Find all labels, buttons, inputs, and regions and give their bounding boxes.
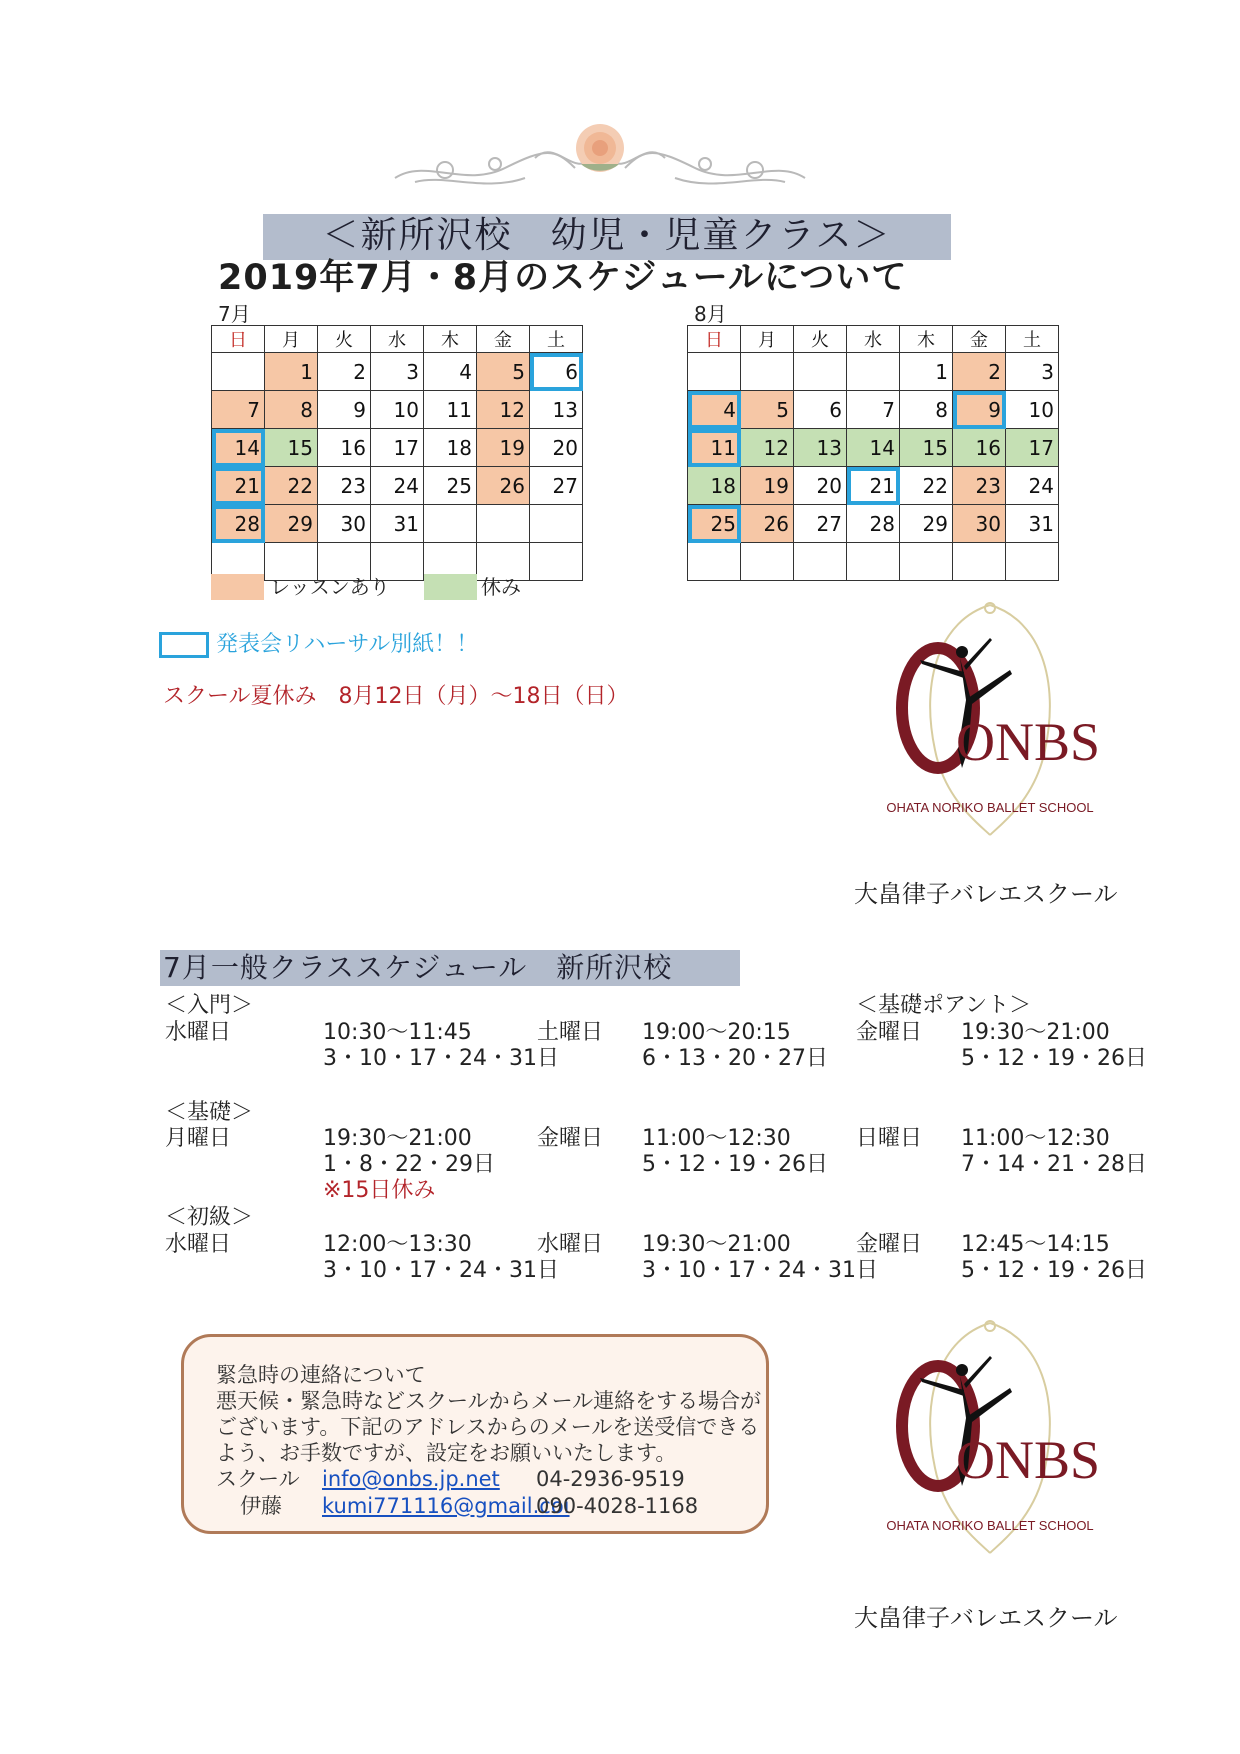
kiso-fri-time: 11:00～12:30 (642, 1126, 791, 1151)
calendar-day (794, 543, 847, 581)
weekday-header: 土 (530, 326, 583, 353)
calendar-week (688, 391, 1059, 429)
calendar-day (794, 353, 847, 391)
logo-caption-2: 大畠律子バレエスクール (854, 1604, 1118, 1632)
calendar-day: 11 (424, 391, 477, 429)
august-label: 8月 (694, 302, 727, 326)
kiso-fri-day: 金曜日 (537, 1126, 604, 1151)
calendar-day: 9 (318, 391, 371, 429)
rehearsal-note: 発表会リハーサル別紙！！ (216, 632, 479, 657)
calendar-day: 31 (371, 505, 424, 543)
lesson-legend: レッスンあり (270, 575, 390, 599)
nyumon-sat-day: 土曜日 (537, 1020, 604, 1045)
calendar-day: 16 (953, 429, 1006, 467)
calendar-day: 18 (688, 467, 741, 505)
nyumon-heading: ＜入門＞ (165, 993, 254, 1018)
contact-line-2: 悪天候・緊急時などスクールからメール連絡をする場合が (216, 1389, 762, 1413)
calendar-day: 7 (212, 391, 265, 429)
august-calendar (687, 325, 1059, 581)
weekday-header: 土 (1006, 326, 1059, 353)
school-tel: 04-2936-9519 (536, 1467, 685, 1491)
calendar-day: 18 (424, 429, 477, 467)
contact-line-4: よう、お手数ですが、設定をお願いいたします。 (216, 1441, 677, 1465)
calendar-day (741, 543, 794, 581)
weekday-header: 木 (900, 326, 953, 353)
kiso-sun-time: 11:00～12:30 (961, 1126, 1110, 1151)
weekday-header: 火 (794, 326, 847, 353)
calendar-day: 19 (477, 429, 530, 467)
calendar-week (212, 505, 583, 543)
calendar-day: 9 (953, 391, 1006, 429)
calendar-day: 31 (1006, 505, 1059, 543)
logo-school-name-2: OHATA NORIKO BALLET SCHOOL (886, 1518, 1094, 1533)
calendar-day: 24 (371, 467, 424, 505)
shokyu-fri-dates: 5・12・19・26日 (961, 1258, 1147, 1283)
calendar-week (688, 505, 1059, 543)
calendar-day: 12 (477, 391, 530, 429)
calendar-day: 8 (900, 391, 953, 429)
calendar-day (741, 353, 794, 391)
ito-label: 伊藤 (240, 1494, 282, 1518)
calendar-week (212, 353, 583, 391)
weekday-header: 月 (265, 326, 318, 353)
calendar-day (847, 353, 900, 391)
rest-swatch (424, 574, 477, 600)
logo-caption-1: 大畠律子バレエスクール (854, 880, 1118, 908)
calendar-day: 5 (477, 353, 530, 391)
calendar-day: 3 (371, 353, 424, 391)
calendar-day: 21 (212, 467, 265, 505)
calendar-day (212, 353, 265, 391)
weekday-header: 日 (212, 326, 265, 353)
calendar-day: 17 (371, 429, 424, 467)
weekday-header: 金 (953, 326, 1006, 353)
general-title: 7月一般クラススケジュール 新所沢校 (163, 951, 673, 984)
kiso-pointe-heading: ＜基礎ポアント＞ (856, 993, 1032, 1018)
calendar-day (424, 505, 477, 543)
calendar-day: 7 (847, 391, 900, 429)
weekday-header: 金 (477, 326, 530, 353)
calendar-day: 21 (847, 467, 900, 505)
calendar-day: 15 (265, 429, 318, 467)
calendar-week (688, 543, 1059, 581)
calendar-day: 27 (530, 467, 583, 505)
kiso-sun-dates: 7・14・21・28日 (961, 1152, 1147, 1177)
calendar-day: 3 (1006, 353, 1059, 391)
calendar-day (900, 543, 953, 581)
shokyu-wed-pm-dates: 3・10・17・24・31日 (642, 1258, 878, 1283)
class-title: ＜新所沢校 幼児・児童クラス＞ (322, 215, 892, 256)
calendar-day: 29 (900, 505, 953, 543)
calendar-day: 14 (847, 429, 900, 467)
nyumon-wed-day: 水曜日 (165, 1020, 232, 1045)
shokyu-fri-day: 金曜日 (856, 1232, 923, 1257)
calendar-day (530, 505, 583, 543)
calendar-day: 5 (741, 391, 794, 429)
onbs-logo-2 (880, 1318, 1100, 1558)
kiso-mon-note: ※15日休み (323, 1178, 436, 1203)
rest-legend: 休み (481, 575, 521, 599)
kiso-mon-day: 月曜日 (165, 1126, 232, 1151)
calendar-day (953, 543, 1006, 581)
calendar-day: 30 (953, 505, 1006, 543)
calendar-day: 13 (530, 391, 583, 429)
calendar-day: 1 (265, 353, 318, 391)
calendar-day: 30 (318, 505, 371, 543)
summer-holiday-note: スクール夏休み 8月12日（月）～18日（日） (163, 684, 629, 709)
calendar-day: 2 (318, 353, 371, 391)
calendar-day: 26 (477, 467, 530, 505)
nyumon-sat-dates: 6・13・20・27日 (642, 1046, 828, 1071)
schedule-subtitle: 2019年7月・8月のスケジュールについて (218, 258, 908, 298)
nyumon-wed-dates: 3・10・17・24・31日 (323, 1046, 559, 1071)
calendar-day (530, 543, 583, 581)
contact-line-3: ございます。下記のアドレスからのメールを送受信できる (216, 1415, 760, 1439)
calendar-day: 25 (424, 467, 477, 505)
calendar-day: 25 (688, 505, 741, 543)
nyumon-wed-time: 10:30～11:45 (323, 1020, 472, 1045)
calendar-day: 28 (212, 505, 265, 543)
calendar-day: 27 (794, 505, 847, 543)
lesson-swatch (211, 574, 264, 600)
calendar-day (688, 353, 741, 391)
calendar-day: 23 (953, 467, 1006, 505)
logo-school-name-1: OHATA NORIKO BALLET SCHOOL (886, 800, 1094, 815)
logo-letters-1: ONBS (956, 712, 1100, 772)
rose-icon (576, 124, 624, 172)
shokyu-heading: ＜初級＞ (165, 1205, 254, 1230)
onbs-logo (880, 600, 1100, 840)
calendar-week (688, 353, 1059, 391)
calendar-day: 19 (741, 467, 794, 505)
rehearsal-swatch (159, 632, 209, 658)
calendar-day: 29 (265, 505, 318, 543)
kiso-sun-day: 日曜日 (856, 1126, 923, 1151)
ito-email-link[interactable]: kumi771116@gmail.coı (322, 1494, 570, 1518)
shokyu-wed-am-day: 水曜日 (165, 1232, 232, 1257)
weekday-header: 水 (847, 326, 900, 353)
calendar-day: 15 (900, 429, 953, 467)
calendar-day: 13 (794, 429, 847, 467)
weekday-header: 月 (741, 326, 794, 353)
calendar-day: 22 (900, 467, 953, 505)
calendar-week (212, 467, 583, 505)
calendar-day: 10 (371, 391, 424, 429)
calendar-day: 4 (688, 391, 741, 429)
calendar-day (688, 543, 741, 581)
kiso-mon-dates: 1・8・22・29日 (323, 1152, 495, 1177)
calendar-day: 4 (424, 353, 477, 391)
calendar-day (1006, 543, 1059, 581)
calendar-day: 8 (265, 391, 318, 429)
logo-letters-2: ONBS (956, 1430, 1100, 1490)
kiso-fri-dates: 5・12・19・26日 (642, 1152, 828, 1177)
shokyu-wed-pm-day: 水曜日 (537, 1232, 604, 1257)
calendar-day: 2 (953, 353, 1006, 391)
contact-heading: 緊急時の連絡について (216, 1363, 426, 1387)
shokyu-wed-am-dates: 3・10・17・24・31日 (323, 1258, 559, 1283)
calendar-day: 28 (847, 505, 900, 543)
calendar-day: 11 (688, 429, 741, 467)
nyumon-sat-time: 19:00～20:15 (642, 1020, 791, 1045)
school-label: スクール (216, 1467, 300, 1491)
calendar-day: 12 (741, 429, 794, 467)
ito-tel: 090-4028-1168 (536, 1494, 699, 1518)
calendar-week (688, 467, 1059, 505)
calendar-day: 16 (318, 429, 371, 467)
kiso-pointe-fri-day: 金曜日 (856, 1020, 923, 1045)
school-email-link[interactable]: info@onbs.jp.net (322, 1467, 500, 1491)
weekday-header: 火 (318, 326, 371, 353)
weekday-header: 水 (371, 326, 424, 353)
calendar-day: 17 (1006, 429, 1059, 467)
calendar-day: 6 (530, 353, 583, 391)
july-label: 7月 (218, 302, 251, 326)
calendar-day: 26 (741, 505, 794, 543)
calendar-day: 1 (900, 353, 953, 391)
calendar-day: 6 (794, 391, 847, 429)
calendar-day (847, 543, 900, 581)
calendar-day: 20 (794, 467, 847, 505)
calendar-day: 20 (530, 429, 583, 467)
rose-ornament (385, 118, 815, 198)
calendar-day (477, 505, 530, 543)
calendar-week (212, 429, 583, 467)
kiso-heading: ＜基礎＞ (165, 1100, 254, 1125)
kiso-mon-time: 19:30～21:00 (323, 1126, 472, 1151)
calendar-week (688, 429, 1059, 467)
calendar-day: 14 (212, 429, 265, 467)
weekday-header: 日 (688, 326, 741, 353)
calendar-week (212, 543, 583, 581)
shokyu-wed-pm-time: 19:30～21:00 (642, 1232, 791, 1257)
july-calendar (211, 325, 583, 581)
calendar-day: 10 (1006, 391, 1059, 429)
shokyu-fri-time: 12:45～14:15 (961, 1232, 1110, 1257)
shokyu-wed-am-time: 12:00～13:30 (323, 1232, 472, 1257)
calendar-week (212, 391, 583, 429)
kiso-pointe-fri-time: 19:30～21:00 (961, 1020, 1110, 1045)
calendar-day: 23 (318, 467, 371, 505)
calendar-day: 24 (1006, 467, 1059, 505)
kiso-pointe-fri-dates: 5・12・19・26日 (961, 1046, 1147, 1071)
calendar-day: 22 (265, 467, 318, 505)
weekday-header: 木 (424, 326, 477, 353)
